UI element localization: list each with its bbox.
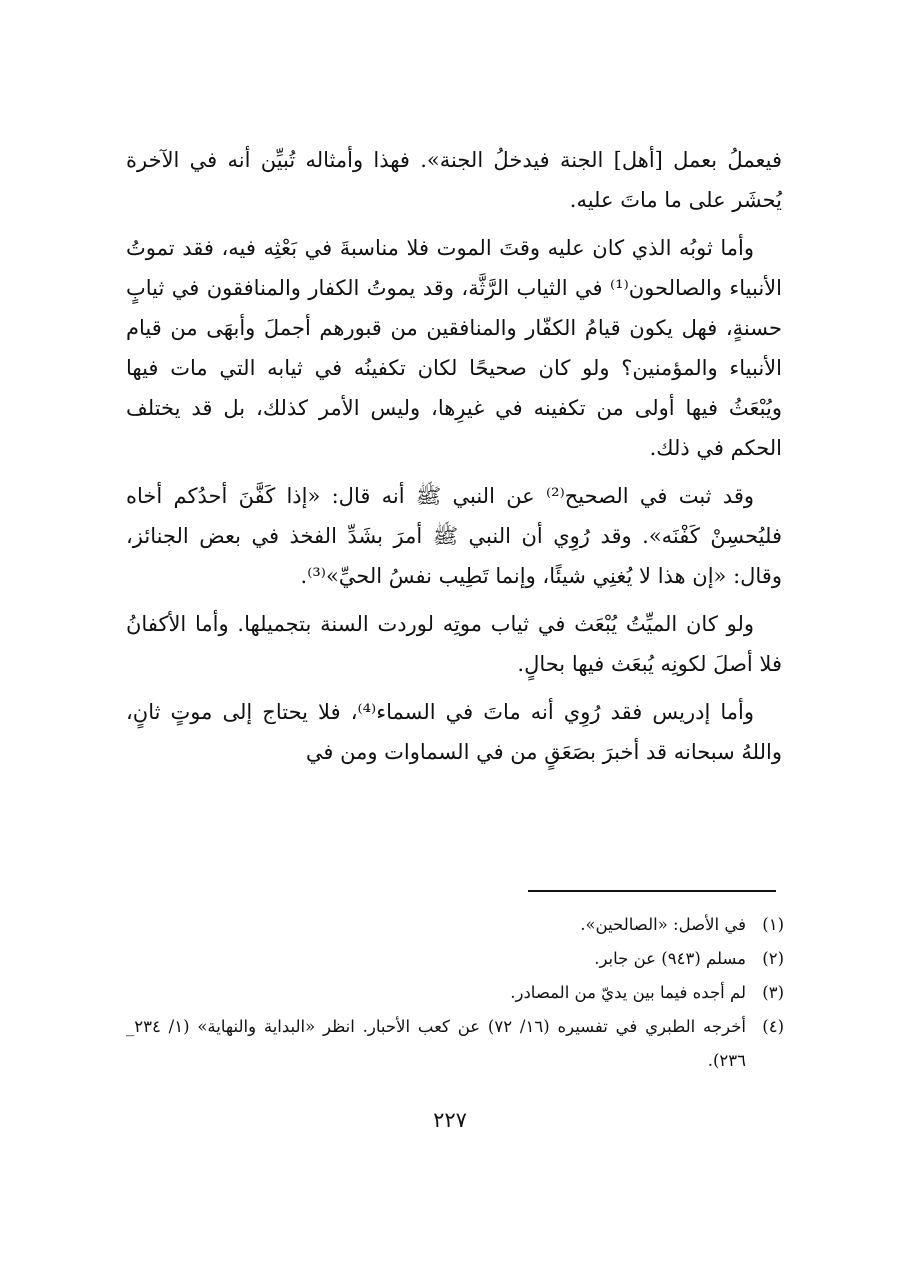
footnote-item xyxy=(126,908,784,942)
paragraph-2: وأما ثوبُه الذي كان عليه وقتَ الموت فلا مناسبةَ في بَعْثِه فيه، فقد تموتُ الأنبياء والصالحون⁽¹⁾ في الثياب الرَّثَّة، وقد يموتُ الكفار والمنافقون في ثيابٍ حسنةٍ، فهل يكون قيامُ الكفّار والمنافقين من قبورهم أجملَ وأبهَى من قيام الأنبياء والمؤمنين؟ ولو كان صحيحًا لكان تكفينُه في ثيابه التي مات فيها ويُبْعَثُ فيها أولى من تكفينه في غيرِها، وليس الأمر كذلك، بل قد يختلف الحكم في ذلك. xyxy=(126,236,782,460)
footnote-number: (٢) xyxy=(762,949,784,968)
footnote-number: (٣) xyxy=(762,983,784,1002)
footnote-text: أخرجه الطبري في تفسيره (١٦/ ٧٢) عن كعب الأحبار. انظر «البداية والنهاية» (١/ ٢٣٤_ ٢٣٦). xyxy=(126,1017,746,1070)
paragraph-5: وأما إدريس فقد رُوِي أنه ماتَ في السماء⁽⁴⁾، فلا يحتاج إلى موتٍ ثانٍ، واللهُ سبحانه قد أخبرَ بصَعَقٍ من في السماوات ومن في xyxy=(126,700,782,764)
footnote-number: (١) xyxy=(762,915,784,934)
footnote-item xyxy=(126,942,784,976)
footnote-item xyxy=(126,976,784,1010)
paragraph-4: ولو كان الميِّتُ يُبْعَث في ثياب موتِه لوردت السنة بتجميلها. وأما الأكفانُ فلا أصلَ لكونِه يُبعَث فيها بحالٍ. xyxy=(126,612,782,676)
footnote-text: في الأصل: «الصالحين». xyxy=(580,915,746,934)
main-text xyxy=(126,140,782,780)
footnote-text: لم أجده فيما بين يديّ من المصادر. xyxy=(510,983,746,1002)
footnote-separator xyxy=(528,890,776,892)
page-number: ٢٢٧ xyxy=(433,1108,467,1132)
footnotes-list xyxy=(126,908,784,1078)
footnote-item xyxy=(126,1010,784,1078)
footnote-number: (٤) xyxy=(762,1017,784,1036)
footnote-text: مسلم (٩٤٣) عن جابر. xyxy=(594,949,746,968)
paragraph-3: وقد ثبت في الصحيح⁽²⁾ عن النبي ﷺ أنه قال: «إذا كَفَّنَ أحدُكم أخاه فليُحسِنْ كَفْنَه». وقد رُوِي أن النبي ﷺ أمرَ بشَدِّ الفخذ في بعض الجنائز، وقال: «إن هذا لا يُغنِي شيئًا، وإنما تَطِيب نفسُ الحيِّ»⁽³⁾. xyxy=(126,484,782,588)
paragraph-1: فيعملُ بعمل [أهل] الجنة فيدخلُ الجنة». فهذا وأمثاله تُبيِّن أنه في الآخرة يُحشَر على ما ماتَ عليه. xyxy=(126,148,782,212)
